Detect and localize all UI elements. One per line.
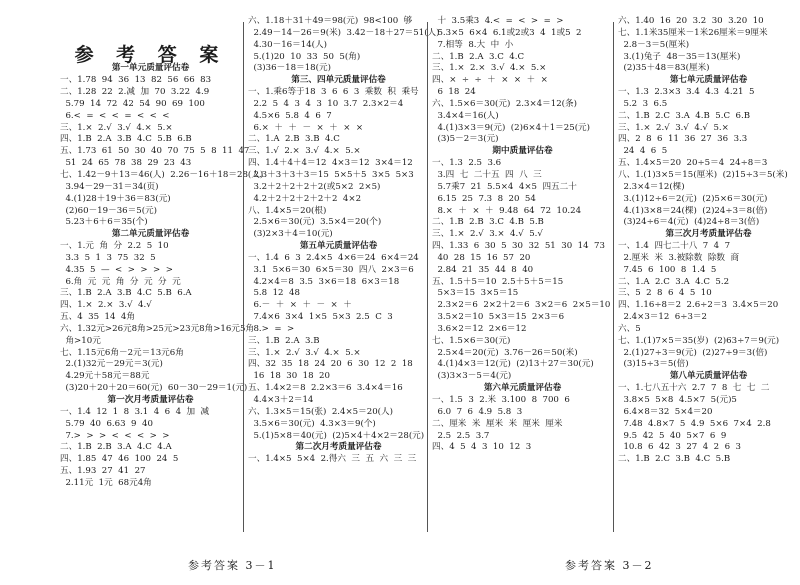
answer-line: 二、1.B 2.A 3.C 4.C xyxy=(432,51,525,62)
answer-line: 二、1.B 2.B 3.A 4.C 4.A xyxy=(60,442,172,453)
title-spacer xyxy=(60,40,241,52)
answer-line: 五、1.73 61 50 30 40 70 75 5 8 11 47 xyxy=(60,146,250,157)
answer-line: 5.7乘7 21 5.5×4 4×5 四五二十 xyxy=(432,181,577,192)
answer-line: (3)5－2＝3(元) xyxy=(432,134,499,145)
title-spacer xyxy=(60,52,241,64)
answer-line: 4.(1)4×3＝12(元) (2)13＋27＝30(元) xyxy=(432,359,594,370)
answer-line: 4.29元＋58元＝88元 xyxy=(60,371,150,382)
answer-line: 3.8×5 5×8 4.5×7 5(元)5 xyxy=(618,395,737,405)
section-heading: 第三、四单元质量评估卷 xyxy=(291,75,386,86)
answer-line: 2.5×4＝20(元) 3.76－26＝50(米) xyxy=(432,347,578,358)
answer-line: 一、1.3 2.3×3 3.4 4.3 4.21 5 xyxy=(618,87,755,98)
answer-line: 四、32 35 18 24 20 6 30 12 2 18 xyxy=(248,359,413,370)
answer-line: 一、1.78 94 36 13 82 56 66 83 xyxy=(60,75,212,86)
answer-line: 7.45 6 100 8 1.4 5 xyxy=(618,264,717,275)
column-2 xyxy=(248,16,440,466)
answer-line: 四、× ÷ ÷ ＋ × × ＋ × xyxy=(432,75,548,86)
answer-line: 4.35 5 — < > > > > xyxy=(60,264,173,275)
answer-line: 51 24 65 78 38 29 23 43 xyxy=(60,158,192,169)
answer-line: 八、1.4×5＝20(根) xyxy=(248,205,327,216)
answer-line: 5×3＝15 3×5＝15 xyxy=(432,288,519,299)
answer-line: 2.11元 1元 68元4角 xyxy=(60,477,152,488)
answer-line: 5.(1)20 10 33 50 5(角) xyxy=(248,51,361,62)
answer-line: 2.(1)32元－29元＝3(元) xyxy=(60,359,163,370)
answer-line: 十 3.5乘3 4.< = < > = > xyxy=(432,16,564,26)
answer-line: 4.(1)28＋19＋36＝83(元) xyxy=(60,193,171,204)
answer-line: 七、1.1米35厘米－1米26厘米＝9厘米 xyxy=(618,27,768,38)
answer-line: 4.2×4＝8 3.5 3×6＝18 6×3＝18 xyxy=(248,276,400,287)
column-divider xyxy=(427,22,428,532)
section-heading: 第二单元质量评估卷 xyxy=(111,229,190,240)
answer-line: 3.2＋2＋2＋2＋2(或5×2 2×5) xyxy=(248,181,381,192)
section-heading: 第五单元质量评估卷 xyxy=(299,241,378,252)
answer-line: 三、1.B 2.A 3.B 4.C 5.B 6.A xyxy=(60,288,192,299)
answer-line: 8.× ＋ × ＋ 9.48 64 72 10.24 xyxy=(432,205,582,216)
section-heading: 第八单元质量评估卷 xyxy=(669,371,748,382)
footer-page-number-right: 参考答案 3－2 xyxy=(565,559,654,572)
answer-line: 6.4×8＝32 5×4＝20 xyxy=(618,406,713,417)
answer-line: 二、1.B 2.C 3.B 4.C 5.B xyxy=(618,454,731,465)
answer-line: 3.6×2＝12 2×6＝12 xyxy=(432,323,527,334)
answer-line: 4.2＋2＋2＋2＋2＋2 4×2 xyxy=(248,193,362,204)
answer-line: 二、1.A 2.C 3.A 4.C 5.2 xyxy=(618,276,730,287)
answer-line: 2.3×4＝12(棵) xyxy=(618,181,685,192)
answer-line: 2.3×2＝6 2×2＋2＝6 3×2＝6 2×5＝10 xyxy=(432,300,611,311)
answer-line: 三、1.× 2.√ 3.√ 4.√ 5.× xyxy=(618,122,729,133)
answer-line: 五、1.4×2＝8 2.2×3＝6 3.4×4＝16 xyxy=(248,383,403,394)
section-heading: 第六单元质量评估卷 xyxy=(483,383,562,394)
answer-line: 2.49－14－26＝9(米) 3.42－18＋27＝51(人) xyxy=(248,27,440,38)
answer-line: 4.(1)3×8＝24(棵) (2)24÷3＝8(倍) xyxy=(618,205,768,216)
answer-line: 2.84 21 35 44 8 40 xyxy=(432,264,534,275)
answer-line: 八、1.(1)3×5＝15(厘米) (2)15÷3＝5(米) xyxy=(618,169,788,180)
answer-line: 七、1.(1)7×5＝35(岁) (2)63÷7＝9(元) xyxy=(618,335,780,346)
answer-line: 4.30－16＝14(人) xyxy=(248,39,327,50)
column-divider xyxy=(243,22,244,532)
answer-line: 7.48 4.8×7 5 4.9 5×6 7×4 2.8 xyxy=(618,418,771,429)
answer-line: 六、1.3×5＝15(张) 2.4×5＝20(人) xyxy=(248,406,393,417)
section-heading: 第二次月考质量评估卷 xyxy=(295,442,382,453)
answer-line: 二、1.B 2.B 3.C 4.B 5.B xyxy=(432,217,544,228)
answer-line: 一、1.4 12 1 8 3.1 4 6 4 加 减 xyxy=(60,406,210,417)
section-heading: 第三次月考质量评估卷 xyxy=(665,229,752,240)
answer-line: 5.(1)5×8＝40(元) (2)5×4＋4×2＝28(元) xyxy=(248,430,425,441)
answer-line: 9.5 42 5 40 5×7 6 9 xyxy=(618,430,727,441)
answer-line: 四、1.B 2.A 3.B 4.C 5.B 6.B xyxy=(60,134,192,145)
answer-line: (3)15÷3＝5(倍) xyxy=(618,359,689,370)
column-1 xyxy=(60,16,264,490)
column-4 xyxy=(618,16,799,466)
title-spacer xyxy=(60,16,241,28)
answer-line: 3.四 七 二十五 四 八 三 xyxy=(432,169,542,180)
answer-line: 2.2 5 4 3 4 3 10 3.7 2.3×2＝4 xyxy=(248,98,404,109)
section-heading: 期中质量评估卷 xyxy=(492,146,553,157)
answer-line: (2)60－19－36＝5(元) xyxy=(60,205,157,216)
answer-line: 7.4×6 3×4 1×5 5×3 2.5 C 3 xyxy=(248,312,393,323)
answer-line: 7.> > > < < < > > xyxy=(60,430,170,441)
answer-line: 16 18 30 18 20 xyxy=(248,371,330,382)
answer-line: 五、4 35 14 4角 xyxy=(60,312,135,323)
answer-line: (3)2×3＋4＝10(元) xyxy=(248,229,333,240)
answer-line: 5.8 12 48 xyxy=(248,288,300,299)
answer-line: (2)35＋48＝83(厘米) xyxy=(618,63,710,74)
answer-line: 三、1.× 2.√ 3.× 4.√ 5.√ xyxy=(432,229,543,240)
column-3 xyxy=(432,16,613,454)
answer-line: 2.(1)27÷3＝9(元) (2)27÷9＝3(倍) xyxy=(618,347,768,358)
answer-line: 四、1.33 6 30 5 30 32 51 30 14 73 xyxy=(432,241,605,252)
answer-line: 四、1.85 47 46 100 24 5 xyxy=(60,454,179,465)
answer-line: 二、1.B 2.C 3.A 4.B 5.C 6.B xyxy=(618,110,751,121)
answer-line: 六、1.32元>26元8角>25元>23元8角>16元5角 xyxy=(60,323,255,334)
answer-line: 六、5 xyxy=(618,323,641,334)
answer-line: 3.(1)12÷6＝2(元) (2)5×6＝30(元) xyxy=(618,193,768,204)
answer-line: 一、1.3 2.5 3.6 xyxy=(432,158,502,169)
answer-line: 6 18 24 xyxy=(432,87,476,98)
answer-line: 3.94－29－31＝34(页) xyxy=(60,181,159,192)
answer-line: 3.1 5×6＝30 6×5＝30 四八 2×3＝6 xyxy=(248,264,414,275)
answer-line: 角>10元 xyxy=(60,335,101,346)
answer-line: 7.相等 8.大 中 小 xyxy=(432,39,514,50)
answer-line: 6.－ ＋ × ＋ － × ＋ xyxy=(248,300,352,311)
section-heading: 第一单元质量评估卷 xyxy=(111,63,190,74)
answer-line: (3)20＋20＋20＝60(元) 60－30－29＝1(元) xyxy=(60,383,248,394)
answer-line: (3)36－18＝18(元) xyxy=(248,63,331,74)
answer-line: 2.5 2.5 3.7 xyxy=(432,430,490,441)
answer-line: 一、1.5 3 2.米 3.100 8 700 6 xyxy=(432,395,570,405)
answer-line: 六、1.18＋31＋49＝98(元) 98<100 够 xyxy=(248,16,413,26)
answer-line: 2.5×6＝30(元) 3.5×4＝20(个) xyxy=(248,217,382,228)
answer-line: 6.× ＋ ＋ － × ＋ × × xyxy=(248,122,364,133)
answer-line: 三、5 2 8 6 4 5 10 xyxy=(618,288,712,299)
column-divider xyxy=(613,22,614,532)
answer-line: 一、1.元 角 分 2.2 5 10 xyxy=(60,241,169,252)
answer-line: 四、1.4＋4＋4＝12 4×3＝12 3×4＝12 xyxy=(248,158,413,169)
answer-line: (3)3×3－5＝4(元) xyxy=(432,371,512,382)
answer-line: 3.5×2＝10 5×3＝15 2×3＝6 xyxy=(432,312,565,323)
answer-line: 6.角 元 元 角 分 元 分 元 xyxy=(60,276,181,287)
answer-line: 四、1.× 2.× 3.√ 4.√ xyxy=(60,300,152,311)
answer-line: 8.> = > xyxy=(248,323,295,334)
answer-line: 10.8 6 42 3 27 4 2 6 3 xyxy=(618,442,741,453)
answer-line: 四、1.16÷8＝2 2.6÷2＝3 3.4×5＝20 xyxy=(618,300,779,311)
answer-line: 3.(1)兔子 48－35＝13(厘米) xyxy=(618,51,741,62)
section-heading: 第七单元质量评估卷 xyxy=(669,75,748,86)
answer-line: 2.3＋3＋3＋3＝15 5×5＋5 3×5 5×3 xyxy=(248,169,414,180)
answer-line: 七、1.42－9＋13＝46(人) 2.26－16＋18＝28(人) xyxy=(60,169,264,180)
answer-line: 四、2 8 6 11 36 27 36 3.3 xyxy=(618,134,748,145)
answer-line: 40 28 15 16 57 20 xyxy=(432,252,531,263)
answer-line: 2.8－3＝5(厘米) xyxy=(618,39,690,50)
answer-line: 三、1.√ 2.× 3.√ 4.× 5.× xyxy=(248,146,361,157)
answer-line: 4.4×3＋2＝14 xyxy=(248,395,314,405)
answer-line: 3.3 5 1 3 75 32 5 xyxy=(60,252,156,263)
answer-line: 三、1.× 2.√ 3.√ 4.× 5.× xyxy=(60,122,173,133)
answer-line: 六、1.5×6＝30(元) 2.3×4＝12(条) xyxy=(432,98,577,109)
answer-line: 4.5×6 5.8 4 6 7 xyxy=(248,110,332,121)
answer-line: 2.4×3＝12 6÷3＝2 xyxy=(618,312,707,323)
answer-line: 二、厘米 米 厘米 米 厘米 厘米 xyxy=(432,418,563,429)
answer-line: 七、1.15元6角－2元＝13元6角 xyxy=(60,347,184,358)
answer-line: 5.3×5 6×4 6.1或2或3 4 1或5 2 xyxy=(432,27,582,38)
answer-line: 3.4×4＝16(人) xyxy=(432,110,499,121)
answer-line: 一、1.4×5 5×4 2.得六 三 五 六 三 三 xyxy=(248,454,417,465)
answer-line: 二、1.A 2.B 3.B 4.C xyxy=(248,134,340,145)
answer-line: 七、1.5×6＝30(元) xyxy=(432,335,511,346)
answer-line: 五、1.93 27 41 27 xyxy=(60,466,146,477)
answer-line: 五、1.4×5＝20 20÷5＝4 24÷8＝3 xyxy=(618,158,768,169)
answer-line: 五、1.5＋5＝10 2.5＋5＋5＝15 xyxy=(432,276,564,287)
answer-line: (3)24÷6＝4(元) (4)24÷8＝3(倍) xyxy=(618,217,760,228)
footer-page-number-left: 参考答案 3－1 xyxy=(188,559,277,572)
answer-line: 6.15 25 7.3 8 20 54 xyxy=(432,193,536,204)
answer-line: 三、1.× 2.√ 3.√ 4.× 5.× xyxy=(248,347,361,358)
answer-line: 一、1.4 6 3 2.4×5 4×6＝24 6×4＝24 xyxy=(248,252,419,263)
answer-line: 6.0 7 6 4.9 5.8 3 xyxy=(432,406,523,417)
answer-line: 5.2 3 6.5 xyxy=(618,98,668,109)
answer-line: 四、4 5 4 3 10 12 3 xyxy=(432,442,532,453)
answer-line: 二、1.28 22 2.减 加 70 3.22 4.9 xyxy=(60,87,210,98)
title-spacer xyxy=(60,28,241,40)
answer-line: 六、1.40 16 20 3.2 30 3.20 10 xyxy=(618,16,764,26)
answer-line: 一、1.4 四七二十八 7 4 7 xyxy=(618,241,731,252)
answer-line: 5.79 14 72 42 54 90 69 100 xyxy=(60,98,205,109)
answer-line: 24 4 6 5 xyxy=(618,146,668,157)
answer-line: 4.(1)3×3＝9(元) (2)6×4＋1＝25(元) xyxy=(432,122,590,133)
answer-line: 3.5×6＝30(元) 4.3×3＝9(个) xyxy=(248,418,376,429)
answer-line: 一、1.乘6等于18 3 6 6 3 乘数 积 乘号 xyxy=(248,87,419,98)
answer-line: 5.79 40 6.63 9 40 xyxy=(60,418,153,429)
answer-line: 6.< = < < = < < < xyxy=(60,110,170,121)
answer-line: 一、1.七八五十六 2.7 7 8 七 七 二 xyxy=(618,383,770,394)
answer-line: 三、1.× 2.× 3.√ 4.× 5.× xyxy=(432,63,547,74)
answer-line: 5.23＋6＋6＝35(个) xyxy=(60,217,148,228)
page-title: 参 考 答 案 xyxy=(74,44,227,66)
answer-line: 三、1.B 2.A 3.B xyxy=(248,335,320,346)
answer-line: 2.厘米 米 3.被除数 除数 商 xyxy=(618,252,740,263)
section-heading: 第一次月考质量评估卷 xyxy=(107,395,194,405)
